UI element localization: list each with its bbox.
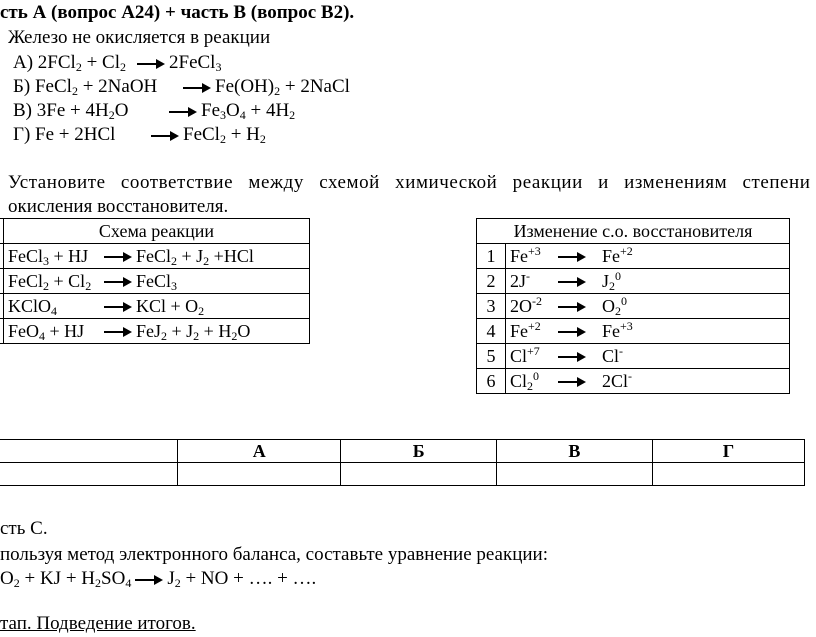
oxidation-row: 5 $Cl^{+7}$ Cl- (477, 344, 790, 369)
answer-table (0, 439, 805, 486)
oxidation-row: 3 $2O^{-2}$ $O_2^0$ (477, 294, 790, 319)
part-header: сть А (вопрос А24) + часть В (вопрос В2). (0, 2, 355, 23)
arrow-icon (169, 107, 197, 117)
arrow-icon (104, 327, 132, 337)
oxidation-change-header: Изменение с.о. восстановителя (477, 219, 790, 244)
reaction-row: KClO$_4$ KCl + $O_2$ (0, 294, 310, 319)
arrow-icon (558, 377, 586, 387)
oxidation-row: 6 $Cl_2^0$ 2Cl- (477, 369, 790, 394)
answer-input-cell[interactable] (496, 463, 652, 486)
arrow-icon (558, 352, 586, 362)
arrow-icon (558, 302, 586, 312)
reaction-row: FeCl$_2$ + $Cl_2$ FeCl$_3$ (0, 269, 310, 294)
part-c-equation (0, 568, 316, 590)
oxidation-row: 2 2J- $J_2^0$ (477, 269, 790, 294)
oxidation-change-table (476, 218, 790, 394)
part-c-task: пользуя метод электронного баланса, составьте уравнение реакции: (0, 544, 549, 565)
arrow-icon (151, 131, 179, 141)
arrow-icon (558, 277, 586, 287)
footer-title: тап. Подведение итогов. (0, 613, 196, 634)
reaction-scheme-table (0, 218, 310, 344)
reaction-row: FeCl$_3$ + HJ FeCl$_2$ + $J_2 +HCl$ (0, 244, 310, 269)
q1-option: Б) FeCl$_2$ + 2NaOH $Fe(OH)_2$ + 2NaCl (13, 76, 350, 98)
q1-option: А) $2FCl_2 + Cl_2$ 2FeCl$_3$ (13, 52, 222, 74)
answer-input-cell[interactable] (341, 463, 496, 486)
q2-title-line1 (8, 172, 810, 194)
q1-option: Г) Fe + 2HCl FeCl$_2$ + $H_2$ (13, 124, 266, 146)
arrow-icon (558, 327, 586, 337)
arrow-icon (183, 83, 211, 93)
oxidation-row: 4 $Fe^{+2}$ $Fe^{+3}$ (477, 319, 790, 344)
answer-input-cell[interactable] (652, 463, 804, 486)
q1-option: В) $3Fe + 4H_2O$ $Fe_3O_4 + 4H_2$ (13, 100, 296, 122)
answer-header-cell: Г (652, 440, 804, 463)
arrow-icon (137, 59, 165, 69)
reaction-scheme-header: Схема реакции (4, 219, 310, 244)
answer-header-cell: В (496, 440, 652, 463)
answer-header-cell: А (178, 440, 341, 463)
q2-title-line2: окисления восстановителя. (8, 196, 229, 217)
oxidation-row: 1 $Fe^{+3}$ $Fe^{+2}$ (477, 244, 790, 269)
equation-left: $O_2$ + KJ + $H_2SO_4$ (0, 568, 132, 590)
arrow-icon (558, 252, 586, 262)
arrow-icon (135, 575, 163, 585)
answer-input-cell[interactable] (178, 463, 341, 486)
answer-header-cell: Б (341, 440, 496, 463)
arrow-icon (104, 252, 132, 262)
arrow-icon (104, 302, 132, 312)
reaction-row: FeO$_4$ + HJ $FeJ_2 + J_2 + H_2O$ (0, 319, 310, 344)
equation-right: $J_2$ + NO + …. + …. (167, 568, 317, 590)
part-c-title: сть С. (0, 518, 48, 539)
q1-title: Железо не окисляется в реакции (8, 27, 271, 48)
arrow-icon (104, 277, 132, 287)
q2-title-text1: Установите соответствие между схемой химической реакции и изменениям степени (8, 172, 811, 193)
